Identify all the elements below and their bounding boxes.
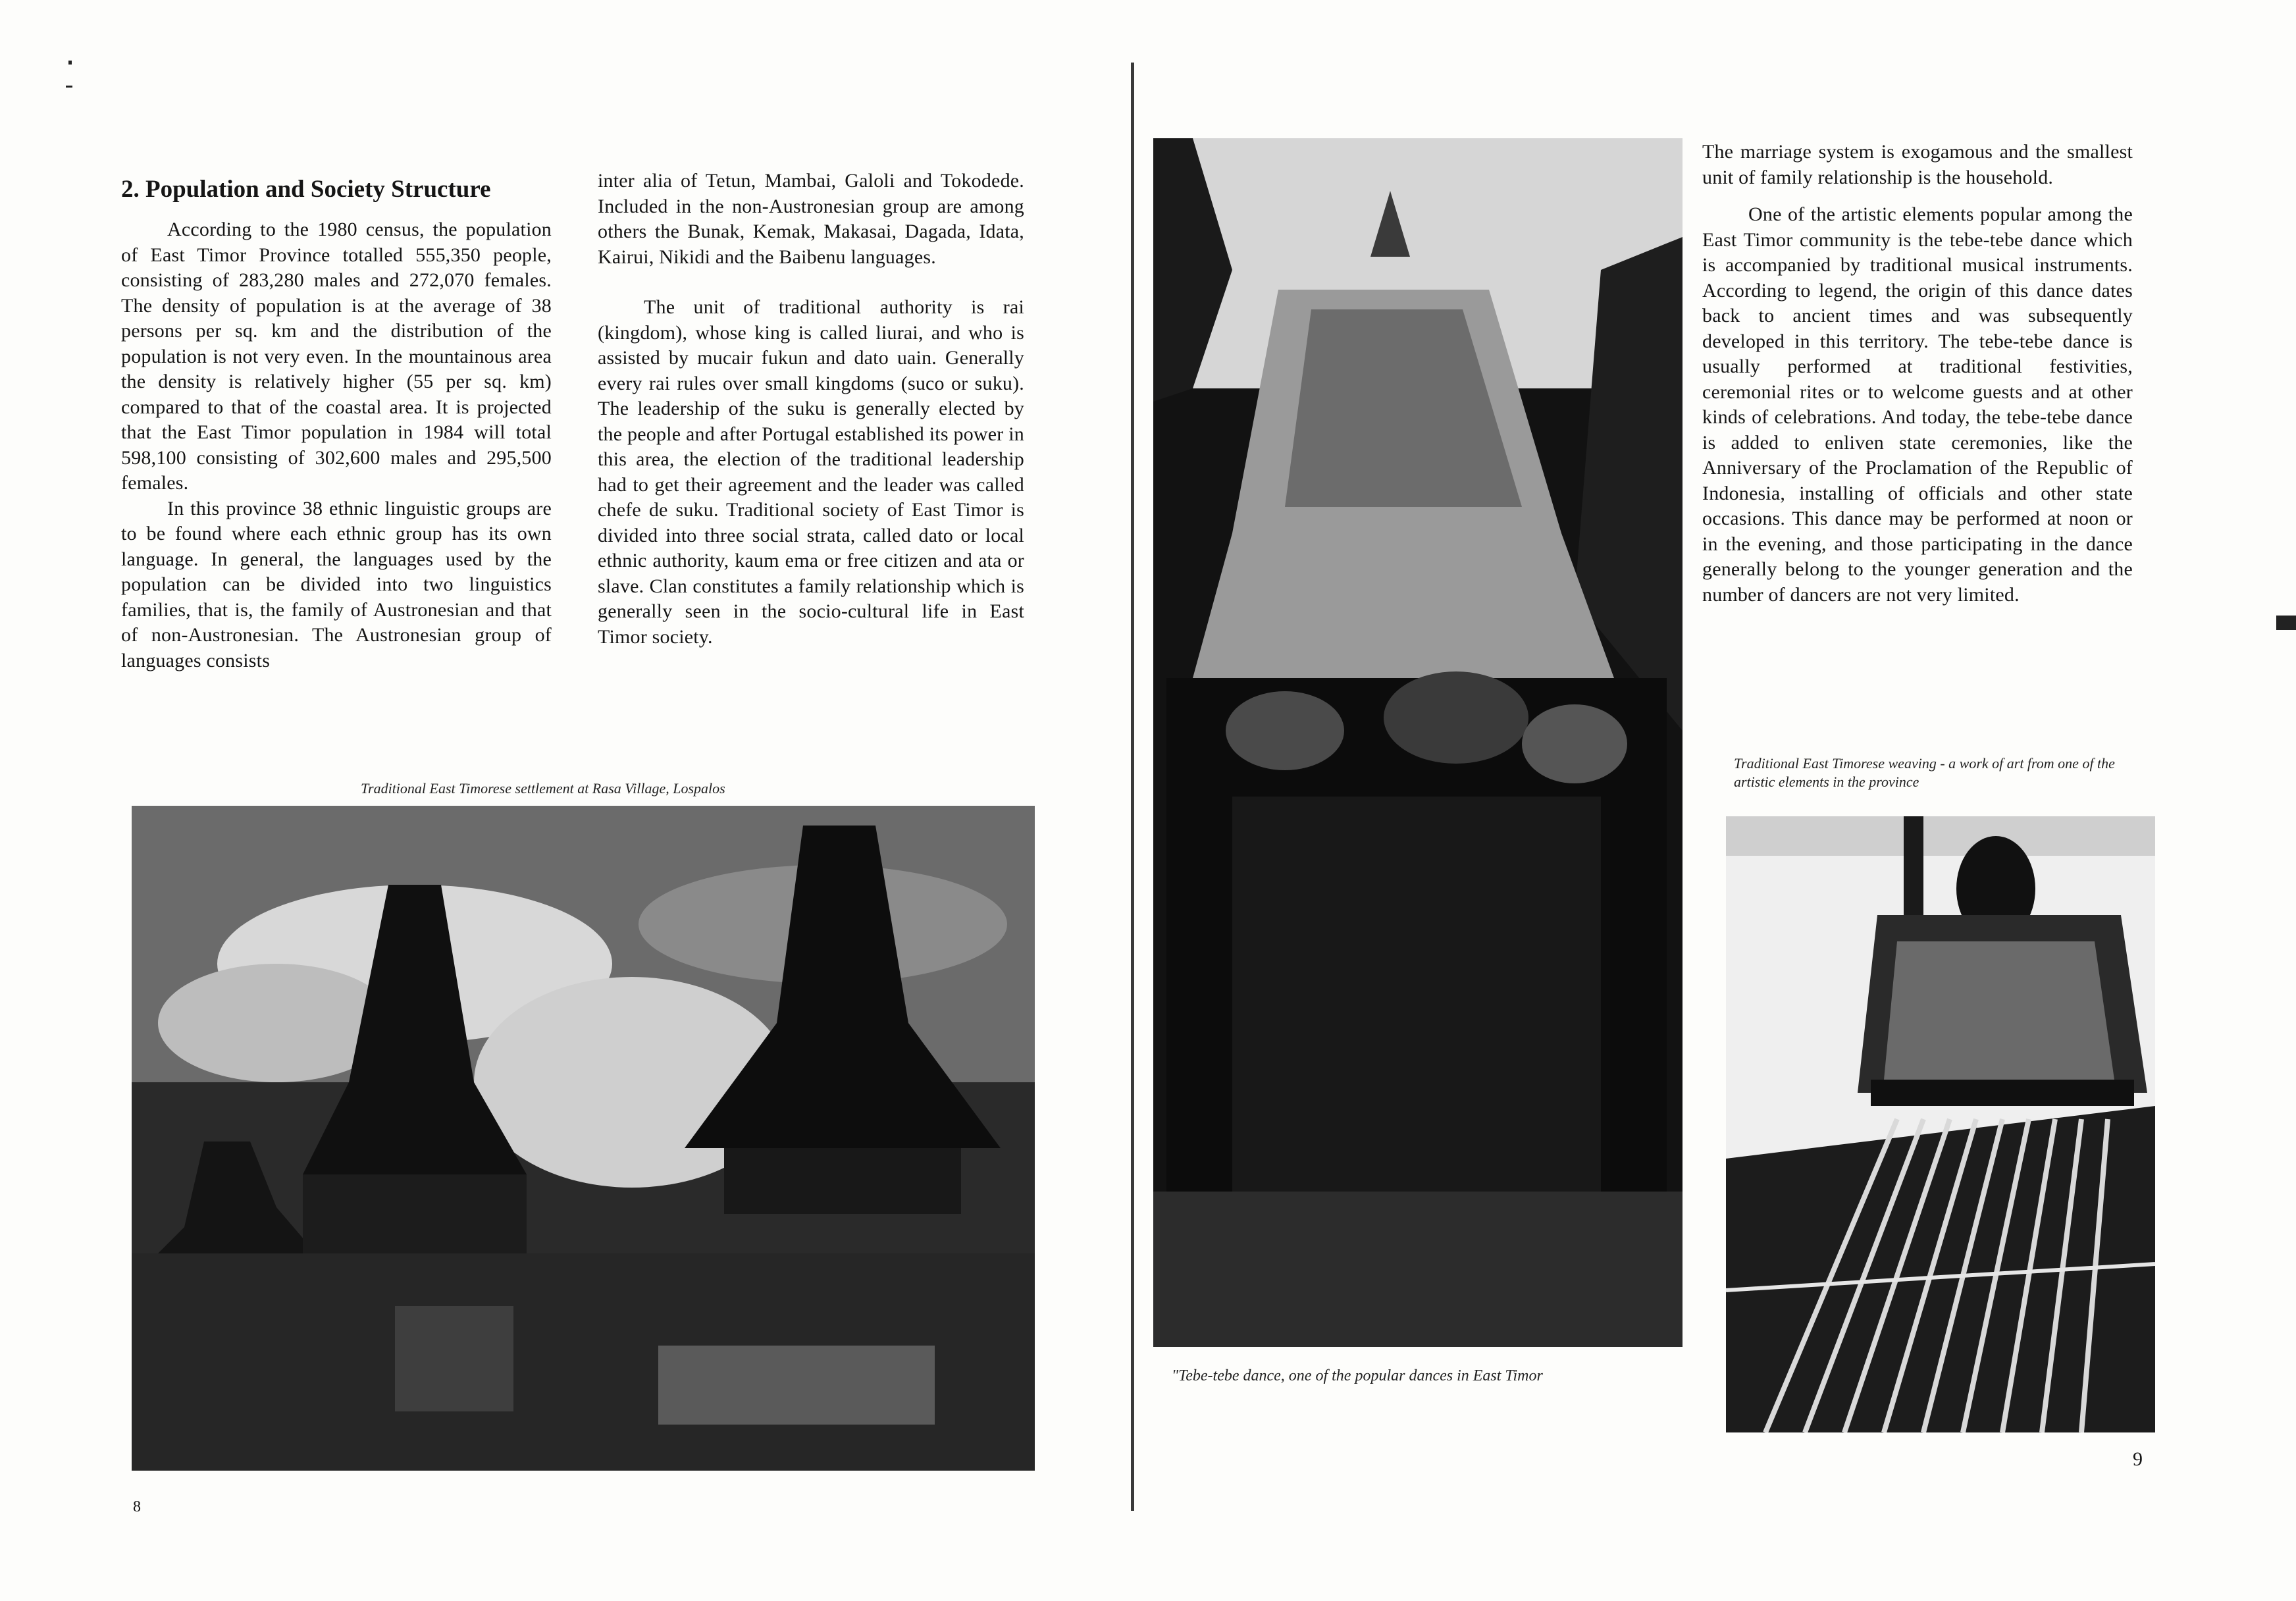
page-number-right: 9 <box>2133 1448 2143 1470</box>
dance-photo-image <box>1153 138 1683 1347</box>
weaving-photo <box>1726 816 2155 1432</box>
settlement-photo <box>132 806 1035 1471</box>
section-heading: 2. Population and Society Structure <box>121 176 491 203</box>
dance-photo-caption: "Tebe-tebe dance, one of the popular dances in East Timor <box>1172 1367 1543 1384</box>
scan-mark <box>68 61 72 65</box>
text-column-1 <box>121 217 552 673</box>
tebe-tebe-dance-photo <box>1153 138 1683 1347</box>
weaving-photo-caption: Traditional East Timorese weaving - a work of art from one of the artistic elements in the province <box>1734 755 2115 790</box>
paragraph: According to the 1980 census, the population of East Timor Province totalled 555,350 people, consisting of 283,280 males and 272,070 females. The density of population is at the average of 38 persons per sq. km and the distribution of the population is not very even. In the mountainous area the density is relatively higher (55 per sq. km) compared to that of the coastal area. It is projected that the East Timor population in 1984 will total 598,100 consisting of 302,600 males and 295,500 females. <box>121 219 552 494</box>
paragraph: inter alia of Tetun, Mambai, Galoli and Tokodede. Included in the non-Austronesian group are among others the Bunak, Kemak, Makasai, Dagada, Idata, Kairui, Nikidi and the Baibenu languages. <box>598 170 1024 268</box>
photo-caption: Traditional East Timorese settlement at Rasa Village, Lospalos <box>361 780 725 797</box>
paragraph: In this province 38 ethnic linguistic groups are to be found where each ethnic group has its own language. In general, the languages used by the population can be divided into two linguistics families, that is, the family of Austronesian and that of non-Austronesian. The Austronesian group of languages consists <box>121 497 552 671</box>
scan-mark <box>66 86 72 88</box>
scan-mark <box>2276 616 2296 630</box>
page-gutter <box>1131 63 1134 1511</box>
page-number-left: 8 <box>133 1498 141 1515</box>
text-column-3 <box>1702 140 2133 608</box>
paragraph: The marriage system is exogamous and the smallest unit of family relationship is the household. <box>1702 141 2133 188</box>
text-column-2 <box>598 169 1024 650</box>
settlement-photo-image <box>132 806 1035 1471</box>
paragraph: The unit of traditional authority is rai (kingdom), whose king is called liurai, and who is assisted by mucair fukun and dato uain. Generally every rai rules over small kingdoms (suco or suku). The leadership of the suku is generally elected by the people and after Portugal established its power in this area, the election of the traditional leadership had to get their agreement and the leader was called chefe de suku. Traditional society of East Timor is divided into three social strata, called dato or local ethnic authority, kaum ema or free citizen and ata or slave. Clan constitutes a family relationship which is generally seen in the socio-cultural life in East Timor society. <box>598 296 1024 648</box>
weaving-photo-image <box>1726 816 2155 1432</box>
paragraph: One of the artistic elements popular among the East Timor community is the tebe-tebe dance which is accompanied by traditional musical instruments. According to legend, the origin of this dance dates back to ancient times and was subsequently developed in this territory. The tebe-tebe dance is usually performed at traditional festivities, ceremonial rites or to welcome guests and at other kinds of celebrations. And today, the tebe-tebe dance is added to enliven state ceremonies, like the Anniversary of the Proclamation of the Republic of Indonesia, installing of officials and other state occasions. This dance may be performed at noon or in the evening, and those participating in the dance generally belong to the younger generation and the number of dancers are not very limited. <box>1702 203 2133 606</box>
